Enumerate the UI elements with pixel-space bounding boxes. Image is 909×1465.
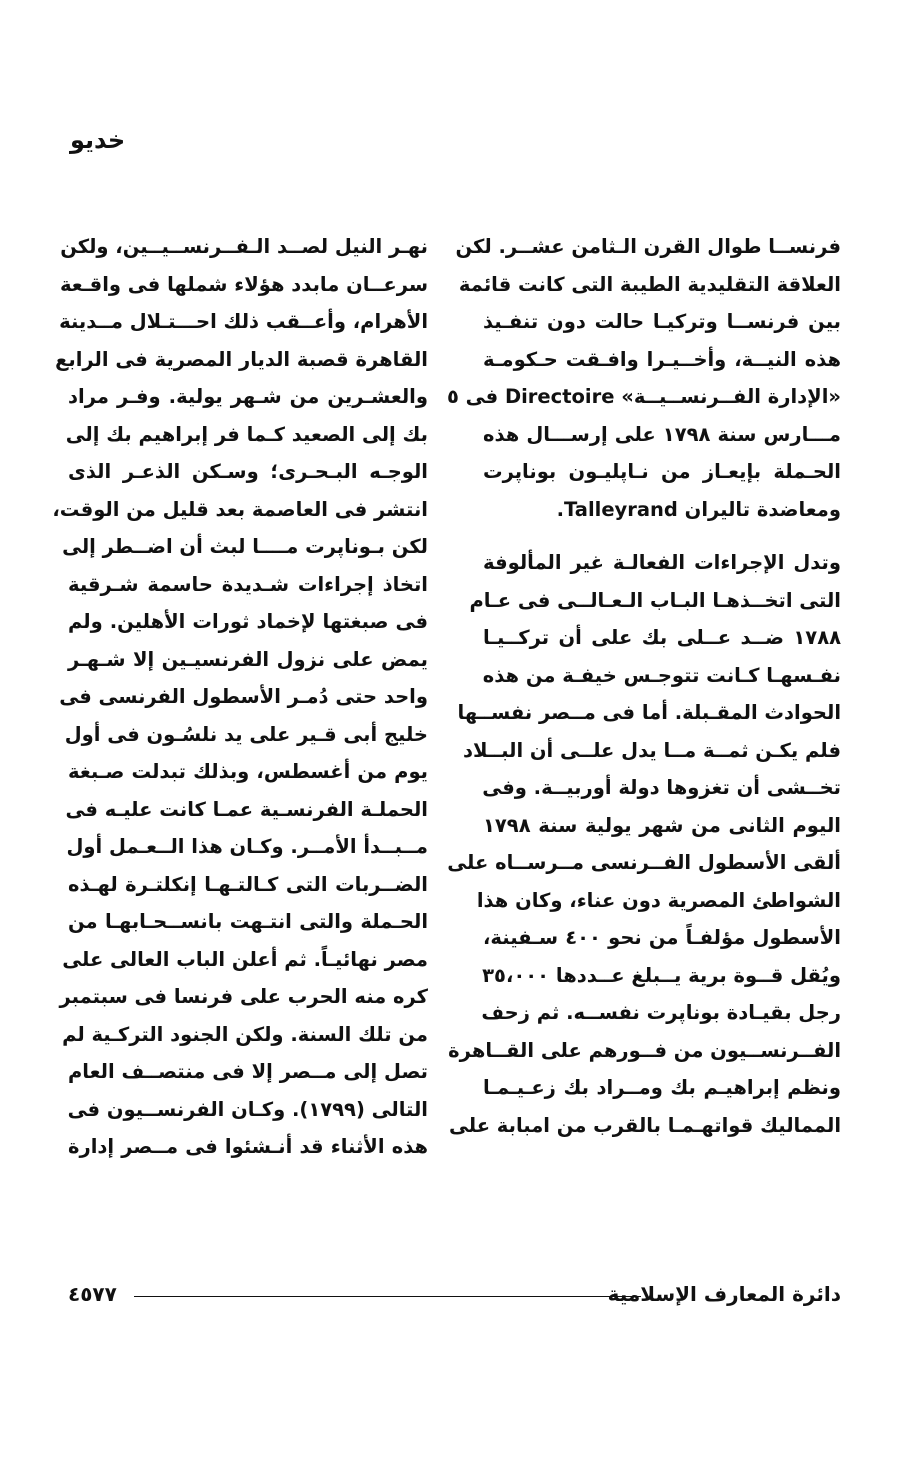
text-line: وتدل الإجراءات الفعالـة غير المألوفة xyxy=(483,551,841,574)
text-line: نفـسهـا كـانت تتوجـس خيفـة من هذه xyxy=(482,663,841,687)
text-line: خليج أبى قـير على يد نلسُـون فى أول xyxy=(64,722,428,746)
left-column xyxy=(52,228,428,1166)
text-line: ١٧٨٨ ضــد عــلى بك على أن تركــيـا xyxy=(483,626,841,649)
text-line: الحـملة والتى انتـهت بانســحـابهـا من xyxy=(68,910,428,933)
text-line: مصر نهائيـاً. ثم أعلن الباب العالى على xyxy=(62,947,428,971)
page-footer xyxy=(68,1282,841,1312)
text-line: هذه النيــة، وأخــيـرا وافـقت حـكومـة xyxy=(483,347,841,371)
footer-title: دائرة المعارف الإسلامية xyxy=(607,1282,841,1306)
text-line: انتشر فى العاصمة بعد قليل من الوقت، xyxy=(52,497,428,521)
text-line: هذه الأثناء قد أنـشئوا فى مــصر إدارة xyxy=(68,1135,428,1158)
text-line: والعشـرين من شـهر يولية. وفـر مراد xyxy=(68,385,428,408)
paragraph-1 xyxy=(446,228,841,528)
text-line: الوجـه البـحـرى؛ وسـكن الذعـر الذى xyxy=(68,460,428,483)
paragraph-2 xyxy=(447,544,841,1144)
text-line: مـــارس سنة ١٧٩٨ على إرســـال هذه xyxy=(483,422,841,446)
text-line: نهـر النيل لصــد الـفــرنســيــين، ولكن xyxy=(60,235,428,258)
text-line: يمض على نزول الفرنسيـين إلا شـهـر xyxy=(68,647,428,671)
text-line: الشواطئ المصرية دون عناء، وكان هذا xyxy=(476,888,841,912)
text-line: كره منه الحرب على فرنسا فى سبتمبر xyxy=(59,985,428,1008)
text-line: تخــشى أن تغزوها دولة أوربيــة. وفى xyxy=(482,776,841,799)
right-column xyxy=(446,228,841,1144)
text-line: ومعاضدة تاليران Talleyrand. xyxy=(556,497,841,521)
text-line: تصل إلى مــصر إلا فى منتصــف العام xyxy=(68,1060,428,1083)
text-line: ونظم إبراهيـم بك ومــراد بك زعـيـمـا xyxy=(483,1076,841,1099)
text-line: مــبــدأ الأمــر. وكـان هذا الــعـمل أول xyxy=(66,835,428,858)
text-line: لكن بـوناپرت مــــا لبث أن اضــطر إلى xyxy=(62,535,428,558)
text-line: الضــربات التى كـالتـهـا إنكلتـرة لهـذه xyxy=(68,872,428,896)
text-line: الحملـة الفرنسـية عمـا كانت عليـه فى xyxy=(65,797,428,821)
page-number: ٤٥٧٧ xyxy=(68,1282,117,1306)
text-line: رجل بقيـادة بوناپرت نفســه. ثم زحف xyxy=(481,1001,841,1024)
text-line: من تلك السنة. ولكن الجنود التركـية لم xyxy=(62,1022,428,1046)
text-line: الأسطول مؤلفـاً من نحو ٤٠٠ سـفينة، xyxy=(483,926,841,949)
text-line: القاهرة قصبة الديار المصرية فى الرابع xyxy=(55,347,428,371)
text-line: اتخاذ إجراءات شـديدة حاسمة شـرقية xyxy=(68,572,428,596)
text-line: اليوم الثانى من شهر يولية سنة ١٧٩٨ xyxy=(483,813,841,837)
text-line: المماليك قواتهـمـا بالقرب من امبابة على xyxy=(449,1113,841,1137)
text-line: بك إلى الصعيد كـما فر إبراهيم بك إلى xyxy=(65,422,428,446)
text-line: واحد حتى دُمـر الأسطول الفرنسى فى xyxy=(59,685,428,708)
text-line: التى اتخــذهـا البـاب الـعـالــى فى عـام xyxy=(469,588,841,612)
text-line: الأهرام، وأعــقب ذلك احـــتـلال مــدينة xyxy=(59,310,428,333)
text-line: الحـملة بإيعـاز من نـاپليـون بوناپرت xyxy=(483,460,841,483)
text-line: فلم يكـن ثمــة مــا يدل علــى أن البــلاد xyxy=(463,738,841,762)
text-line: ويُقل قــوة برية يــبلغ عــددها ٣٥،٠٠٠ xyxy=(482,963,841,987)
running-head: خديو xyxy=(70,126,126,154)
text-line: ألقى الأسطول الفــرنسى مــرســاه على xyxy=(447,851,841,874)
text-line: العلاقة التقليدية الطيبة التى كانت قائمة xyxy=(458,272,841,296)
text-line: سرعــان مابدد هؤلاء شملها فى واقـعة xyxy=(59,272,428,296)
text-line: يوم من أغسطس، وبذلك تبدلت صـبغة xyxy=(68,760,428,783)
text-line: فرنســا طوال القرن الـثامن عشــر. لكن xyxy=(455,235,841,258)
footer-rule xyxy=(134,1296,641,1297)
text-line: «الإدارة الفــرنســيــة» Directoire فى ٥ xyxy=(446,385,841,408)
text-line: فى صبغتها لإخماد ثورات الأهلين. ولم xyxy=(68,610,428,633)
text-line: الفــرنســيون من فــورهم على القــاهرة xyxy=(448,1038,841,1062)
text-line: الحوادث المقـبلة. أما فى مــصر نفســها xyxy=(457,701,841,724)
text-line: التالى (١٧٩٩). وكـان الفرنســيون فى xyxy=(67,1097,428,1121)
text-line: بين فرنســا وتركيـا حالت دون تنفـيذ xyxy=(483,310,841,333)
paragraph-gap xyxy=(483,528,841,544)
